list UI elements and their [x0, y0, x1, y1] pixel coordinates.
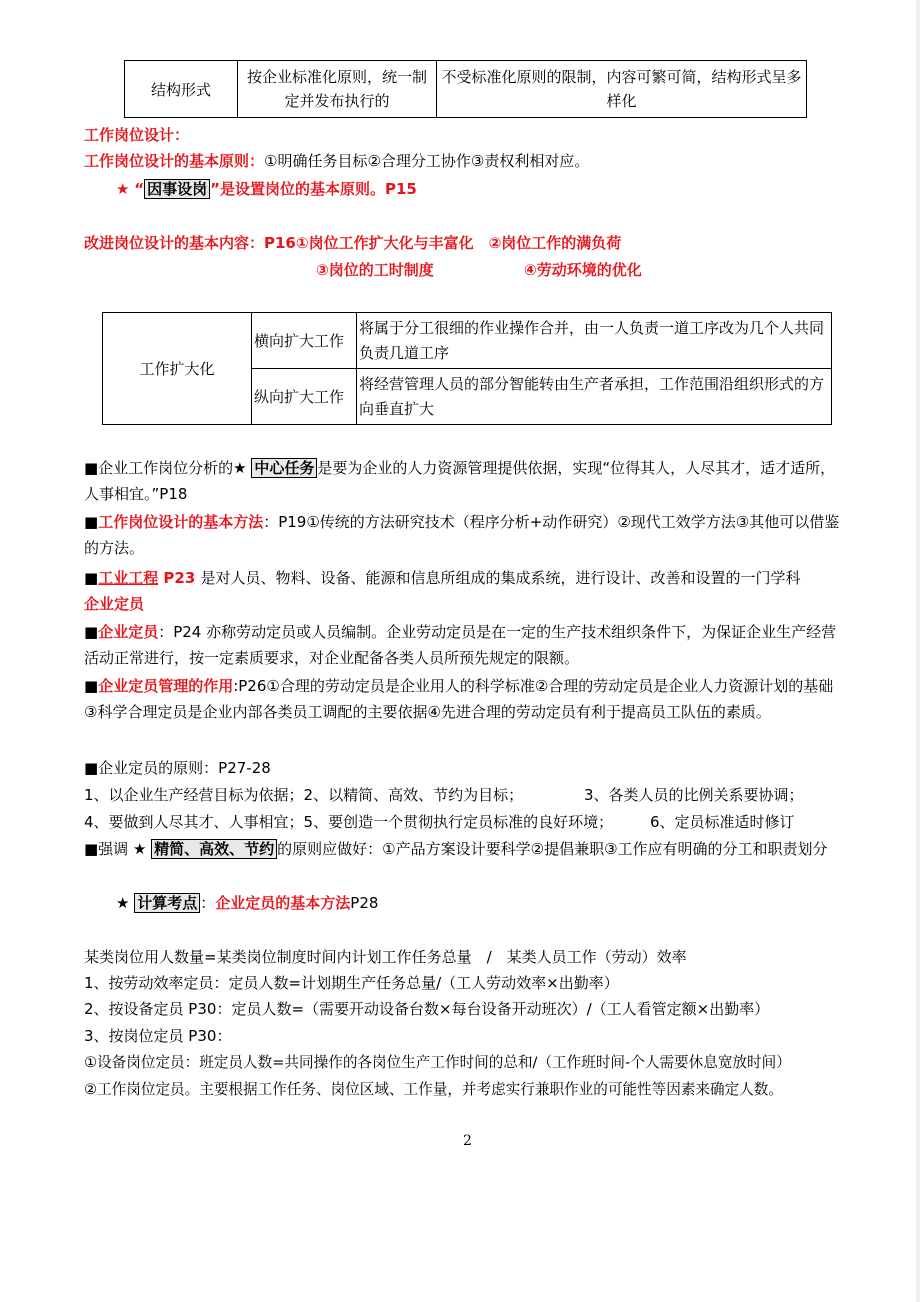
principles-4-5: 4、要做到人尽其才、人事相宜；5、要创造一个贯彻执行定员标准的良好环境；	[84, 813, 614, 831]
principles-line-1	[84, 782, 844, 808]
star-icon: ★	[116, 894, 130, 912]
calc-point-line	[116, 890, 876, 916]
formula-equipment-position: ①设备岗位定员：班定员人数=共同操作的各岗位生产工作时间的总和/（工作班时间-个人需要休息宽放时间）	[84, 1054, 791, 1071]
emphasis-paragraph	[84, 836, 844, 862]
central-task-text: 是要为企业的人力资源管理提供依据，实现“位得其人，人尽其才，适才适所，人事相宜。”P18	[84, 459, 836, 503]
key-principle-text: ”是设置岗位的基本原则。P15	[210, 180, 417, 198]
horizontal-text: 将属于分工很细的作业操作合并，由一人负责一道工序改为几个人共同负责几道工序	[357, 313, 832, 369]
page-edge	[916, 0, 920, 1302]
calc-point-colon: ：	[200, 894, 216, 912]
formula-position-heading: 3、按岗位定员 P30：	[84, 1027, 232, 1045]
industrial-engineering-ref: P23	[158, 569, 201, 587]
job-enlargement-table	[102, 312, 832, 425]
principles-6: 6、定员标准适时修订	[650, 813, 795, 831]
table1-cell-2: 按企业标准化原则，统一制定并发布执行的	[238, 61, 437, 118]
central-task-paragraph	[84, 455, 844, 507]
design-methods-label: 工作岗位设计的基本方法	[98, 513, 264, 531]
emphasis-highlight: 精简、高效、节约	[151, 839, 277, 859]
structure-table	[124, 60, 807, 118]
emphasis-text: 的原则应做好：①产品方案设计要科学②提倡兼职③工作应有明确的分工和职责划分	[277, 840, 828, 858]
job-enlargement-label: 工作扩大化	[103, 313, 252, 425]
staffing-definition-paragraph	[84, 619, 844, 671]
table1-cell-1: 结构形式	[125, 61, 238, 118]
table1-cell-3: 不受标准化原则的限制，内容可繁可简，结构形式呈多样化	[437, 61, 807, 118]
quote-open: “	[134, 180, 145, 198]
page-number: 2	[463, 1133, 472, 1149]
staffing-management-text: :P26①合理的劳动定员是企业用人的科学标准②合理的劳动定员是企业人力资源计划的基础③科学合理定员是企业内部各类员工调配的主要依据④先进合理的劳动定员有利于提高员工队伍的素质。	[84, 677, 834, 721]
staffing-principles-heading: ■企业定员的原则：P27-28	[84, 759, 271, 777]
formula-work-position: ②工作岗位定员。主要根据工作任务、岗位区域、工作量，并考虑实行兼职作业的可能性等因素来确定人数。	[84, 1081, 783, 1098]
calc-point-ref: P28	[350, 894, 379, 912]
staffing-management-paragraph	[84, 673, 844, 725]
key-principle-line	[116, 176, 876, 202]
formula-equipment: 2、按设备定员 P30：定员人数=（需要开动设备台数×每台设备开动班次）/（工人看管定额×出勤率）	[84, 1000, 770, 1018]
industrial-engineering-paragraph	[84, 565, 844, 591]
section-title-job-design: 工作岗位设计：	[84, 126, 190, 144]
principles-3: 3、各类人员的比例关系要协调；	[584, 786, 804, 804]
bullet: ■	[84, 569, 99, 587]
bullet: ■	[84, 677, 99, 695]
vertical-text: 将经营管理人员的部分智能转由生产者承担，工作范围沿组织形式的方向垂直扩大	[357, 369, 832, 425]
principles-line-2	[84, 809, 844, 835]
staffing-heading: 企业定员	[84, 595, 145, 613]
central-task-prefix: ■企业工作岗位分析的★	[84, 459, 252, 477]
job-design-principles	[84, 148, 844, 174]
staffing-definition-label: 企业定员	[98, 623, 159, 641]
horizontal-label: 横向扩大工作	[252, 313, 357, 369]
improve-design-line-1: 改进岗位设计的基本内容：P16①岗位工作扩大化与丰富化 ②岗位工作的满负荷	[84, 234, 622, 252]
vertical-label: 纵向扩大工作	[252, 369, 357, 425]
improve-design-line-2b: ④劳动环境的优化	[524, 261, 642, 279]
calc-point-red-text: 企业定员的基本方法	[215, 894, 351, 912]
improve-design-line-2a: ③岗位的工时制度	[316, 261, 434, 279]
key-term-highlight: 因事设岗	[144, 179, 210, 199]
bullet: ■	[84, 513, 99, 531]
bullet: ■	[84, 623, 99, 641]
principles-1-2: 1、以企业生产经营目标为依据；2、以精简、高效、节约为目标；	[84, 786, 524, 804]
formula-general: 某类岗位用人数量=某类岗位制度时间内计划工作任务总量 / 某类人员工作（劳动）效率	[84, 948, 687, 966]
principle-label: 工作岗位设计的基本原则：	[84, 152, 265, 170]
staffing-definition-text: ：P24 亦称劳动定员或人员编制。企业劳动定员是在一定的生产技术组织条件下，为保证企业生产经营活动正常进行，按一定素质要求，对企业配备各类人员所预先规定的限额。	[84, 623, 837, 667]
formula-efficiency: 1、按劳动效率定员：定员人数=计划期生产任务总量/（工人劳动效率×出勤率）	[84, 974, 619, 992]
principle-text: ①明确任务目标②合理分工协作③责权利相对应。	[264, 152, 590, 170]
industrial-engineering-label: 工业工程	[98, 569, 159, 587]
central-task-highlight: 中心任务	[251, 458, 317, 478]
calc-point-highlight: 计算考点	[134, 893, 200, 913]
staffing-management-label: 企业定员管理的作用	[98, 677, 234, 695]
emphasis-prefix: ■强调 ★	[84, 840, 152, 858]
star-icon: ★	[116, 180, 130, 198]
industrial-engineering-text: 是对人员、物料、设备、能源和信息所组成的集成系统，进行设计、改善和设置的一门学科	[200, 569, 801, 587]
design-methods-text: ：P19①传统的方法研究技术（程序分析+动作研究）②现代工效学方法③其他可以借鉴的方法。	[84, 513, 840, 557]
design-methods-paragraph	[84, 509, 844, 561]
